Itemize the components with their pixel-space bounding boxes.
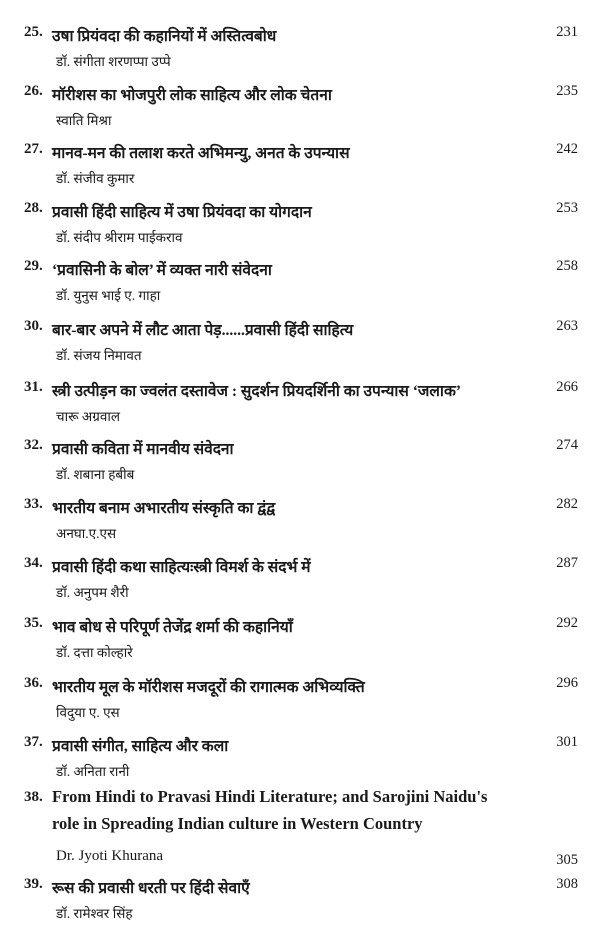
entry-page-number: 274 [556,437,578,453]
entry-author: Dr. Jyoti Khurana [56,848,164,864]
entry-number: 25. [24,24,43,40]
entry-author: अनघा.ए.एस [56,526,117,541]
entry-title: भारतीय बनाम अभारतीय संस्कृति का द्वंद्व [52,500,276,517]
entry-title: उषा प्रियंवदा की कहानियों में अस्तित्वबोध [52,28,277,45]
entry-page-number: 258 [556,258,578,274]
entry-page-number: 231 [556,24,578,40]
entry-number: 32. [24,437,43,453]
entry-page-number: 263 [556,318,578,334]
entry-title: ‘प्रवासिनी के बोल’ में व्यक्त नारी संवेदना [52,262,272,279]
entry-title: प्रवासी कविता में मानवीय संवेदना [52,441,234,458]
entry-author: डॉ. शबाना हबीब [56,467,135,482]
entry-author: डॉ. संगीता शरणप्पा उप्पे [56,54,171,69]
entry-author: डॉ. अनुपम शैरी [56,585,129,600]
entry-title: रूस की प्रवासी धरती पर हिंदी सेवाएँ [52,880,250,897]
entry-page-number: 308 [556,876,578,892]
entry-number: 26. [24,83,43,99]
entry-title: From Hindi to Pravasi Hindi Literature; and Sarojini Naidu's role in Spreading Indian culture in Western Country [52,787,488,833]
entry-number: 36. [24,675,43,691]
entry-title: स्त्री उत्पीड़न का ज्वलंत दस्तावेज : सुदर्शन प्रियदर्शिनी का उपन्यास ‘जलाक’ [52,383,462,400]
entry-author: डॉ. संजय निमावत [56,348,142,363]
entry-title: मॉरीशस का भोजपुरी लोक साहित्य और लोक चेतना [52,87,332,104]
entry-title: मानव-मन की तलाश करते अभिमन्यु, अनत के उपन्यास [52,145,350,162]
entry-number: 35. [24,615,43,631]
entry-author: विदुया ए. एस [56,705,120,720]
entry-title: प्रवासी हिंदी साहित्य में उषा प्रियंवदा का योगदान [52,204,312,221]
entry-page-number: 305 [556,852,578,868]
entry-number: 29. [24,258,43,274]
entry-page-number: 266 [556,379,578,395]
entry-number: 38. [24,789,43,805]
entry-author: डॉ. दत्ता कोल्हारे [56,645,133,660]
entry-title: भाव बोध से परिपूर्ण तेजेंद्र शर्मा की कहानियाँ [52,619,293,636]
entry-author: डॉ. संजीव कुमार [56,171,135,186]
entry-title: भारतीय मूल के मॉरीशस मजदूरों की रागात्मक अभिव्यक्ति [52,679,365,696]
entry-author: डॉ. अनिता रानी [56,764,130,779]
entry-page-number: 253 [556,200,578,216]
entry-page-number: 292 [556,615,578,631]
entry-title: प्रवासी हिंदी कथा साहित्यःस्त्री विमर्श के संदर्भ में [52,559,311,576]
entry-page-number: 242 [556,141,578,157]
entry-number: 37. [24,734,43,750]
entry-number: 31. [24,379,43,395]
entry-author: डॉ. रामेश्वर सिंह [56,906,133,921]
entry-page-number: 301 [556,734,578,750]
entry-number: 28. [24,200,43,216]
entry-page-number: 296 [556,675,578,691]
entry-number: 27. [24,141,43,157]
entry-number: 33. [24,496,43,512]
entry-title: प्रवासी संगीत, साहित्य और कला [52,738,229,755]
entry-page-number: 287 [556,555,578,571]
entry-number: 34. [24,555,43,571]
entry-author: स्वाति मिश्रा [56,113,112,128]
entry-author: डॉ. युनुस भाई ए. गाहा [56,288,161,303]
entry-page-number: 235 [556,83,578,99]
entry-author: चारू अग्रवाल [56,409,121,424]
entry-page-number: 282 [556,496,578,512]
entry-title: बार-बार अपने में लौट आता पेड़......प्रवासी हिंदी साहित्य [52,322,354,339]
entry-number: 30. [24,318,43,334]
entry-number: 39. [24,876,43,892]
entry-author: डॉ. संदीप श्रीराम पाईकराव [56,230,183,245]
